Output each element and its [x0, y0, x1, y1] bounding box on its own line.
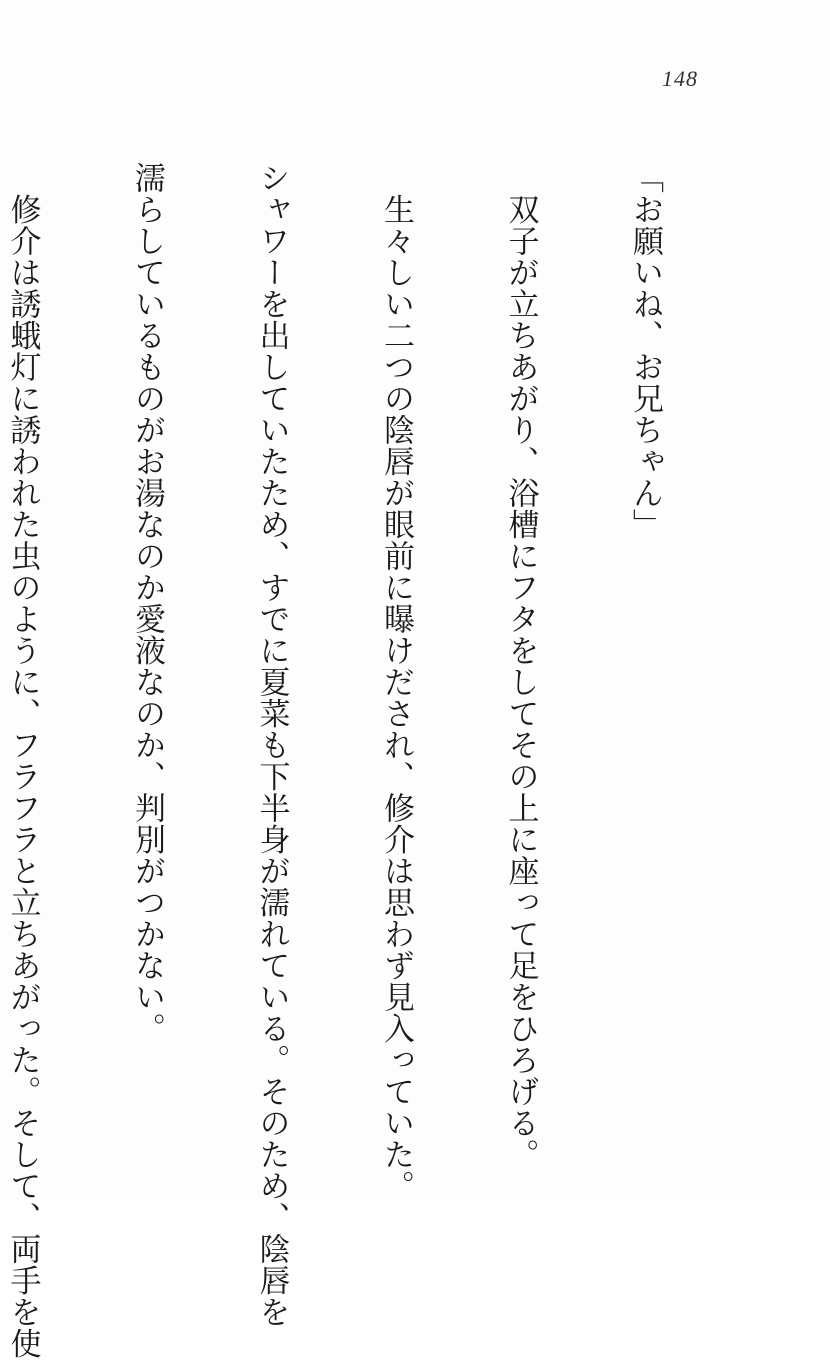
text-line: 生々しい二つの陰唇が眼前に曝けだされ、修介は思わず見入っていた。	[378, 162, 414, 1202]
body-text	[0, 162, 748, 1359]
text-line: シャワーを出していたため、すでに夏菜も下半身が濡れている。そのため、陰唇を	[253, 162, 290, 1328]
text-line: 「お願いね、お兄ちゃん」	[627, 162, 663, 540]
text-line: 双子が立ちあがり、浴槽にフタをしてその上に座って足をひろげる。	[502, 162, 539, 1170]
text-line: 修介は誘蛾灯に誘われた虫のように、フラフラと立ちあがった。そして、両手を使	[4, 162, 41, 1359]
text-line: 濡らしているものがお湯なのか愛液なのか、判別がつかない。	[129, 162, 165, 1044]
page-number: 148	[662, 66, 698, 91]
